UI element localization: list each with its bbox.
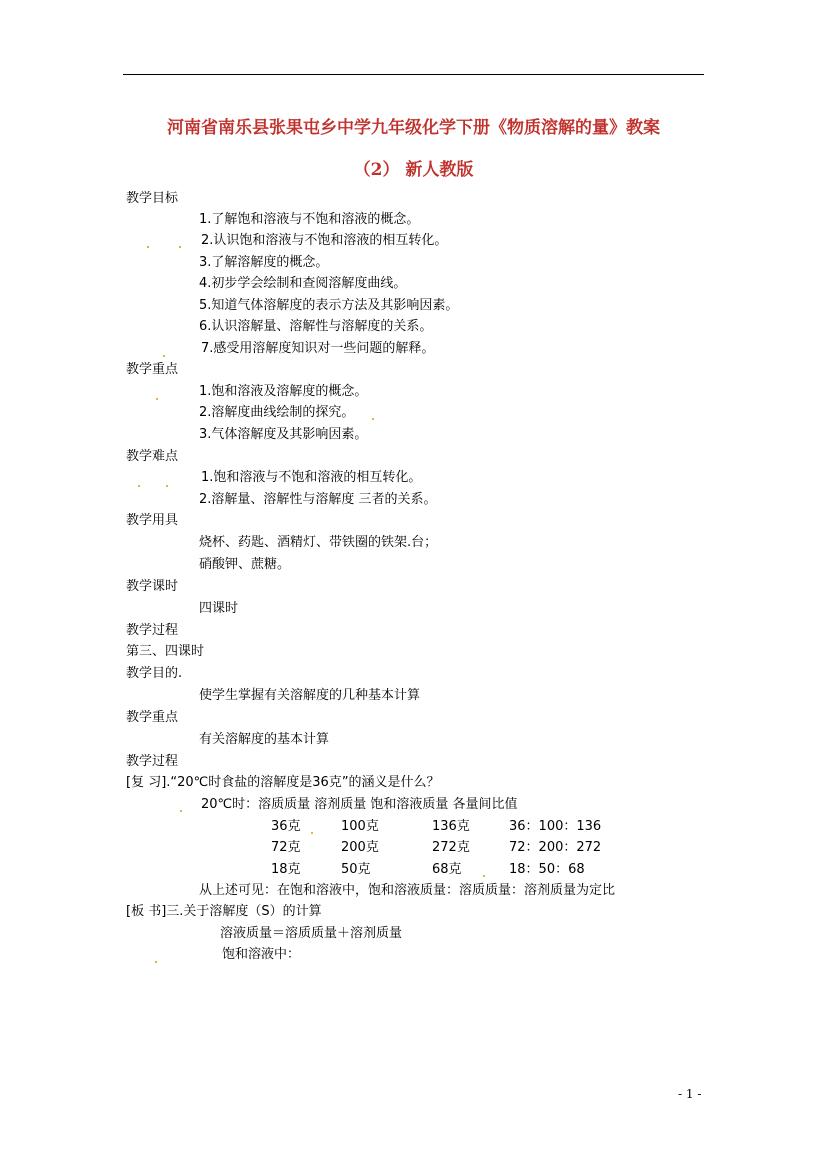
table-cell: 100克 [341, 819, 379, 834]
key-point-item: 3.气体溶解度及其影响因素。 [199, 427, 368, 442]
document-title-line-1: 河南省南乐县张果屯乡中学九年级化学下册《物质溶解的量》教案 [167, 118, 660, 138]
table-header: 20℃时：溶质质量 溶剂质量 饱和溶液质量 各量间比值 [201, 797, 518, 812]
objective-item: 6.认识溶解量、溶解性与溶解度的关系。 [199, 319, 433, 334]
table-cell: 272克 [432, 840, 470, 855]
table-cell: 72克 [271, 840, 301, 855]
section-heading-periods: 教学课时 [126, 579, 179, 594]
key-point-item: 1.饱和溶液及溶解度的概念。 [199, 384, 368, 399]
conclusion-text: 从上述可见：在饱和溶液中，饱和溶液质量：溶质质量：溶剂质量为定比 [199, 883, 616, 898]
key-point-item-2: 有关溶解度的基本计算 [199, 732, 330, 747]
table-cell: 36：100：136 [509, 819, 602, 834]
key-point-item: 2.溶解度曲线绘制的探究。 [199, 405, 355, 420]
objective-item: 2.认识饱和溶液与不饱和溶液的相互转化。 [201, 233, 448, 248]
periods-item: 四课时 [199, 601, 239, 616]
formula-line: 溶液质量＝溶质质量＋溶剂质量 [220, 926, 403, 941]
table-cell: 50克 [341, 862, 371, 877]
table-cell: 136克 [432, 819, 470, 834]
section-heading-key-points: 教学重点 [126, 362, 179, 377]
section-heading-objectives: 教学目标 [126, 191, 179, 206]
page-number: - 1 - [678, 1087, 702, 1101]
table-cell: 18：50：68 [509, 862, 585, 877]
section-heading-purpose: 教学目的. [126, 666, 183, 681]
objective-item: 4.初步学会绘制和查阅溶解度曲线。 [199, 276, 407, 291]
section-heading-process-2: 教学过程 [126, 754, 179, 769]
review-question: [复 习].“20℃时食盐的溶解度是36克”的涵义是什么？ [126, 775, 440, 790]
tools-item: 硝酸钾、蔗糖。 [199, 557, 291, 572]
difficulty-item: 2.溶解量、溶解性与溶解度 三者的关系。 [199, 492, 437, 507]
tools-item: 烧杯、药匙、酒精灯、带铁圈的铁架.台； [199, 535, 438, 550]
objective-item: 7.感受用溶解度知识对一些问题的解释。 [201, 341, 435, 356]
board-heading: [板 书]三.关于溶解度（S）的计算 [126, 904, 322, 919]
objective-item: 1.了解饱和溶液与不饱和溶液的概念。 [199, 212, 420, 227]
table-cell: 200克 [341, 840, 379, 855]
table-cell: 18克 [271, 862, 301, 877]
saturated-solution-line: 饱和溶液中： [222, 947, 301, 962]
document-title-line-2: （2） 新人教版 [353, 160, 474, 180]
objective-item: 3.了解溶解度的概念。 [199, 255, 329, 270]
difficulty-item: 1.饱和溶液与不饱和溶液的相互转化。 [201, 470, 422, 485]
table-cell: 72：200：272 [509, 840, 602, 855]
section-heading-key-points-2: 教学重点 [126, 710, 179, 725]
table-cell: 68克 [432, 862, 462, 877]
section-heading-tools: 教学用具 [126, 513, 179, 528]
objective-item: 5.知道气体溶解度的表示方法及其影响因素。 [199, 298, 459, 313]
purpose-item: 使学生掌握有关溶解度的几种基本计算 [199, 688, 421, 703]
section-heading-difficulties: 教学难点 [126, 449, 179, 464]
table-cell: 36克 [271, 819, 301, 834]
lesson-period-heading: 第三、四课时 [126, 644, 205, 659]
section-heading-process: 教学过程 [126, 623, 179, 638]
header-rule [123, 74, 704, 75]
